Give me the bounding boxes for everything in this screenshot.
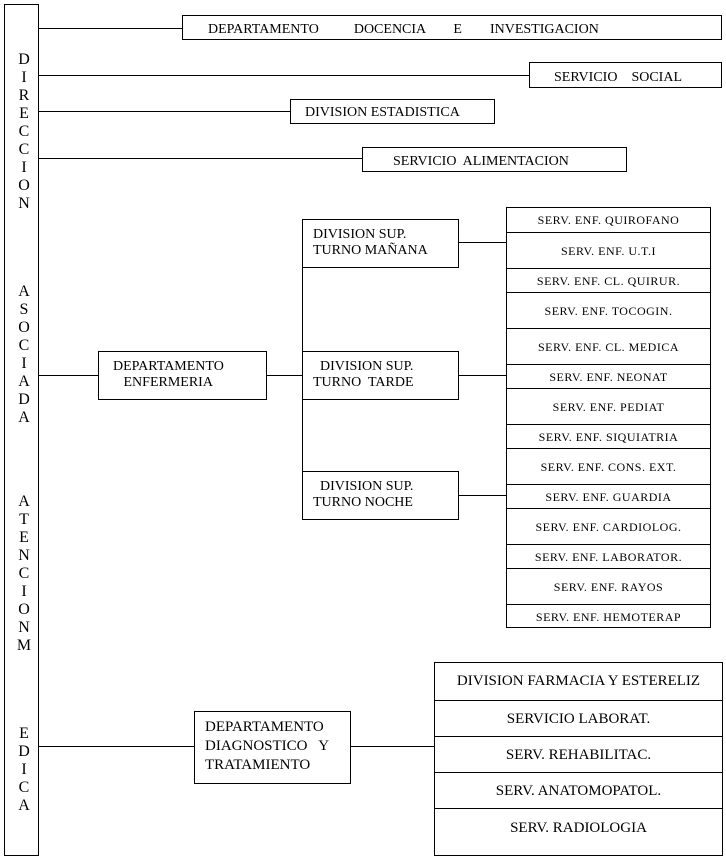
title-letter: T <box>19 511 29 528</box>
title-letter: O <box>18 177 30 194</box>
division-turno-tarde <box>302 351 459 400</box>
unit-division-estadistica <box>290 99 495 124</box>
title-letter: C <box>18 565 30 582</box>
connector-line <box>267 375 303 376</box>
unit-docencia-investigacion <box>182 15 722 40</box>
title-letter: A <box>18 409 30 426</box>
title-letter: I <box>21 159 27 176</box>
diagnostico-service-item: SERV. ANATOMOPATOL. <box>435 772 722 809</box>
connector-line <box>39 111 291 112</box>
connector-line <box>39 746 195 747</box>
enfermeria-service-item: SERV. ENF. TOCOGIN. <box>507 292 710 329</box>
department-label: DEPARTAMENTO ENFERMERIA <box>113 359 224 390</box>
enfermeria-service-item: SERV. ENF. RAYOS <box>507 568 710 605</box>
title-letter: D <box>18 51 30 68</box>
connector-line <box>39 28 183 29</box>
direction-title-bar <box>4 4 39 856</box>
enfermeria-service-item: SERV. ENF. QUIROFANO <box>537 213 680 227</box>
diagnostico-service-item: SERVICIO LABORAT. <box>435 700 722 737</box>
enfermeria-service-item: SERV. ENF. PEDIAT <box>507 388 710 425</box>
diagnostico-service-item: DIVISION FARMACIA Y ESTERELIZ <box>456 673 701 689</box>
title-letter: I <box>21 355 27 372</box>
enfermeria-service-item: SERV. ENF. CONS. EXT. <box>507 448 710 485</box>
enfermeria-service-item: SERV. ENF. GUARDIA <box>507 484 710 509</box>
title-letter: E <box>19 105 29 122</box>
title-letter: N <box>18 547 30 564</box>
diagnostico-service-item: SERV. RADIOLOGIA <box>435 808 722 856</box>
unit-label: SERVICIO SOCIAL <box>554 70 682 85</box>
connector-line <box>459 375 507 376</box>
diagnostico-service-item: SERV. REHABILITAC. <box>435 736 722 773</box>
title-letter: A <box>18 493 30 510</box>
title-letter: C <box>18 779 30 796</box>
title-letter: N <box>18 195 30 212</box>
connector-line <box>459 495 507 496</box>
diagnostico-services-column <box>434 662 723 856</box>
department-diagnostico <box>194 711 351 784</box>
enfermeria-service-item: SERV. ENF. CL. MEDICA <box>507 328 710 365</box>
division-turno-noche <box>302 471 459 520</box>
unit-servicio-social <box>529 62 722 88</box>
unit-label: DIVISION ESTADISTICA <box>305 105 460 120</box>
title-letter: A <box>18 797 30 814</box>
enfermeria-service-item: SERV. ENF. U.T.I <box>507 232 710 269</box>
unit-servicio-alimentacion <box>362 147 627 172</box>
unit-label: SERVICIO ALIMENTACION <box>393 154 569 169</box>
enfermeria-service-item: SERV. ENF. CL. QUIRUR. <box>507 268 710 293</box>
connector-line <box>39 375 99 376</box>
connector-line <box>351 746 435 747</box>
title-letter: D <box>18 391 30 408</box>
title-letter: C <box>18 123 30 140</box>
enfermeria-service-item: SERV. ENF. SIQUIATRIA <box>507 424 710 449</box>
title-letter: C <box>18 337 30 354</box>
division-label: DIVISION SUP. TURNO TARDE <box>313 359 414 390</box>
unit-label: DEPARTAMENTO DOCENCIA E INVESTIGACION <box>208 22 599 37</box>
title-letter: R <box>18 87 30 104</box>
department-label: DEPARTAMENTO DIAGNOSTICO Y TRATAMIENTO <box>205 719 330 773</box>
title-letter: S <box>19 301 29 318</box>
enfermeria-service-item: SERV. ENF. NEONAT <box>507 364 710 389</box>
title-letter: M <box>16 637 32 654</box>
division-label: DIVISION SUP. TURNO MAÑANA <box>313 227 428 258</box>
connector-line <box>39 75 530 76</box>
connector-line <box>39 158 363 159</box>
department-enfermeria <box>98 351 267 400</box>
title-letter: I <box>21 583 27 600</box>
title-letter: C <box>18 141 30 158</box>
title-letter: D <box>18 743 30 760</box>
enfermeria-service-item: SERV. ENF. CARDIOLOG. <box>507 508 710 545</box>
title-letter: N <box>18 619 30 636</box>
title-letter: A <box>18 283 30 300</box>
title-letter: I <box>21 69 27 86</box>
title-letter: O <box>18 319 30 336</box>
title-letter: A <box>18 373 30 390</box>
enfermeria-services-column <box>506 207 711 628</box>
division-label: DIVISION SUP. TURNO NOCHE <box>313 479 414 510</box>
enfermeria-service-item: SERV. ENF. LABORATOR. <box>507 544 710 569</box>
title-letter: E <box>19 725 29 742</box>
enfermeria-service-item: SERV. ENF. HEMOTERAP <box>507 604 710 628</box>
connector-line <box>459 242 507 243</box>
title-letter: I <box>21 761 27 778</box>
division-turno-manana <box>302 219 459 268</box>
title-letter: O <box>18 601 30 618</box>
title-letter: E <box>19 529 29 546</box>
